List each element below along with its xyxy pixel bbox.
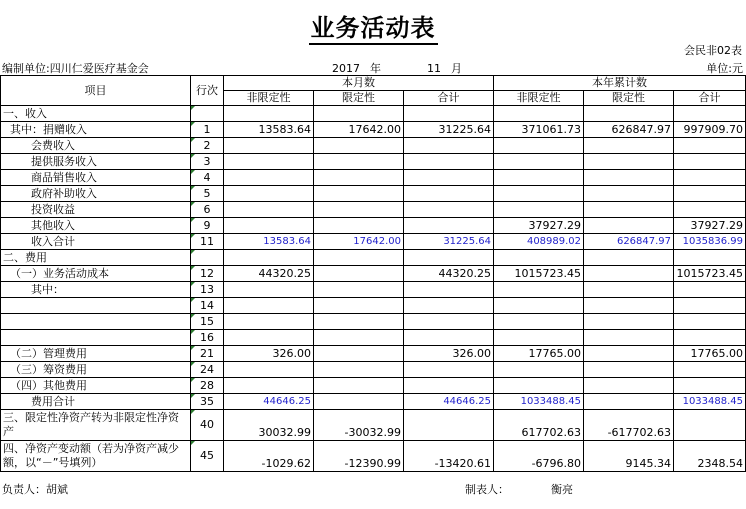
value-cell [314, 202, 404, 218]
value-cell [674, 154, 746, 170]
value-cell [314, 250, 404, 266]
report-title-wrap [0, 8, 746, 43]
year-label: 年 [370, 62, 381, 75]
value-cell [494, 170, 584, 186]
value-cell [584, 266, 674, 282]
value-cell: 17765.00 [674, 346, 746, 362]
value-cell [674, 314, 746, 330]
value-cell: -6796.80 [494, 441, 584, 472]
value-cell [224, 314, 314, 330]
value-cell [494, 282, 584, 298]
value-cell: -30032.99 [314, 410, 404, 441]
value-cell [494, 202, 584, 218]
value-cell [584, 202, 674, 218]
header-month-unrestricted: 非限定性 [224, 91, 314, 106]
table-row [1, 170, 746, 186]
value-cell [584, 346, 674, 362]
header-month-total: 合计 [404, 91, 494, 106]
value-cell: 997909.70 [674, 122, 746, 138]
value-cell [224, 186, 314, 202]
table-row [1, 346, 746, 362]
table-row [1, 138, 746, 154]
value-cell [404, 314, 494, 330]
value-cell [674, 378, 746, 394]
value-cell [314, 314, 404, 330]
value-cell [314, 266, 404, 282]
header-ytd-total: 合计 [674, 91, 746, 106]
value-cell [314, 346, 404, 362]
value-cell: 408989.02 [494, 234, 584, 250]
row-line-number: 6 [191, 202, 224, 218]
value-cell [494, 298, 584, 314]
value-cell [494, 106, 584, 122]
value-cell: 1015723.45 [674, 266, 746, 282]
row-line-number: 4 [191, 170, 224, 186]
row-line-number: 9 [191, 218, 224, 234]
value-cell [584, 218, 674, 234]
header-ytd: 本年累计数 [494, 76, 746, 91]
value-cell [224, 138, 314, 154]
table-row [1, 266, 746, 282]
value-cell [404, 330, 494, 346]
header-month-restricted: 限定性 [314, 91, 404, 106]
value-cell [404, 186, 494, 202]
table-row [1, 298, 746, 314]
value-cell [404, 138, 494, 154]
preparer-label: 制表人： [465, 483, 509, 496]
row-label: 三、限定性净资产转为非限定性净资产 [1, 410, 191, 441]
value-cell [224, 106, 314, 122]
value-cell [674, 330, 746, 346]
value-cell [674, 362, 746, 378]
table-row [1, 362, 746, 378]
activity-table [0, 75, 746, 472]
table-row [1, 378, 746, 394]
value-cell: 44320.25 [404, 266, 494, 282]
value-cell [674, 106, 746, 122]
row-label: 一、收入 [1, 106, 191, 122]
row-line-number: 1 [191, 122, 224, 138]
value-cell: 1033488.45 [674, 394, 746, 410]
currency-unit: 单位:元 [706, 62, 743, 75]
table-row [1, 250, 746, 266]
value-cell [674, 170, 746, 186]
row-line-number [191, 250, 224, 266]
header-row-1 [1, 76, 746, 91]
value-cell [314, 154, 404, 170]
value-cell: 1035836.99 [674, 234, 746, 250]
value-cell: 1015723.45 [494, 266, 584, 282]
value-cell: 1033488.45 [494, 394, 584, 410]
table-row [1, 282, 746, 298]
value-cell: -13420.61 [404, 441, 494, 472]
value-cell [224, 298, 314, 314]
row-label: 费用合计 [1, 394, 191, 410]
value-cell [584, 154, 674, 170]
row-line-number: 35 [191, 394, 224, 410]
table-body [1, 106, 746, 472]
value-cell [494, 314, 584, 330]
value-cell [584, 282, 674, 298]
value-cell [494, 330, 584, 346]
row-label: （二）管理费用 [1, 346, 191, 362]
value-cell [404, 170, 494, 186]
value-cell [314, 138, 404, 154]
value-cell [674, 410, 746, 441]
value-cell [584, 170, 674, 186]
value-cell [494, 362, 584, 378]
value-cell [314, 378, 404, 394]
row-label [1, 298, 191, 314]
value-cell [494, 154, 584, 170]
value-cell [404, 202, 494, 218]
value-cell [674, 138, 746, 154]
value-cell: 617702.63 [494, 410, 584, 441]
value-cell [314, 186, 404, 202]
value-cell: 44646.25 [404, 394, 494, 410]
value-cell [674, 202, 746, 218]
value-cell [584, 250, 674, 266]
table-row [1, 410, 746, 441]
value-cell: 44646.25 [224, 394, 314, 410]
form-number: 会民非02表 [684, 44, 742, 57]
table-row [1, 106, 746, 122]
row-line-number: 14 [191, 298, 224, 314]
row-line-number: 45 [191, 441, 224, 472]
value-cell [584, 330, 674, 346]
value-cell [584, 394, 674, 410]
row-label: 政府补助收入 [1, 186, 191, 202]
value-cell: 17765.00 [494, 346, 584, 362]
value-cell [314, 218, 404, 234]
row-line-number: 3 [191, 154, 224, 170]
row-label [1, 330, 191, 346]
value-cell [224, 218, 314, 234]
value-cell [314, 362, 404, 378]
row-line-number: 15 [191, 314, 224, 330]
table-row [1, 314, 746, 330]
row-line-number: 5 [191, 186, 224, 202]
row-line-number: 11 [191, 234, 224, 250]
preparer-name: 衡亮 [551, 483, 573, 496]
row-line-number [191, 106, 224, 122]
value-cell [674, 250, 746, 266]
table-row [1, 154, 746, 170]
row-line-number: 16 [191, 330, 224, 346]
value-cell [314, 282, 404, 298]
value-cell [494, 186, 584, 202]
table-row [1, 330, 746, 346]
report-month: 11 [427, 62, 441, 75]
value-cell: 37927.29 [494, 218, 584, 234]
month-label: 月 [451, 62, 462, 75]
row-line-number: 40 [191, 410, 224, 441]
value-cell [224, 202, 314, 218]
header-current-month: 本月数 [224, 76, 494, 91]
row-line-number: 12 [191, 266, 224, 282]
value-cell [584, 138, 674, 154]
value-cell [224, 250, 314, 266]
value-cell: -1029.62 [224, 441, 314, 472]
row-label: （一）业务活动成本 [1, 266, 191, 282]
row-label: （三）筹资费用 [1, 362, 191, 378]
value-cell [674, 298, 746, 314]
value-cell: 17642.00 [314, 234, 404, 250]
row-label: 提供服务收入 [1, 154, 191, 170]
value-cell [404, 298, 494, 314]
value-cell [584, 106, 674, 122]
value-cell [404, 154, 494, 170]
value-cell [404, 410, 494, 441]
value-cell: 371061.73 [494, 122, 584, 138]
value-cell [404, 250, 494, 266]
row-label [1, 314, 191, 330]
value-cell: 326.00 [224, 346, 314, 362]
row-label: 其他收入 [1, 218, 191, 234]
row-label: 收入合计 [1, 234, 191, 250]
value-cell [224, 330, 314, 346]
value-cell [404, 106, 494, 122]
report-title: 业务活动表 [309, 13, 438, 45]
row-line-number: 21 [191, 346, 224, 362]
table-row [1, 122, 746, 138]
value-cell: -617702.63 [584, 410, 674, 441]
value-cell: 30032.99 [224, 410, 314, 441]
value-cell: 31225.64 [404, 122, 494, 138]
row-line-number: 2 [191, 138, 224, 154]
value-cell: 13583.64 [224, 234, 314, 250]
value-cell [404, 282, 494, 298]
header-ytd-restricted: 限定性 [584, 91, 674, 106]
report-year: 2017 [332, 62, 360, 75]
value-cell [224, 362, 314, 378]
value-cell [584, 378, 674, 394]
value-cell [404, 378, 494, 394]
row-label: 投资收益 [1, 202, 191, 218]
table-row [1, 234, 746, 250]
header-item: 项目 [1, 76, 191, 106]
row-label: 其中：捐赠收入 [1, 122, 191, 138]
table-row [1, 441, 746, 472]
value-cell [584, 314, 674, 330]
value-cell [494, 250, 584, 266]
value-cell [224, 154, 314, 170]
row-label: 商品销售收入 [1, 170, 191, 186]
row-line-number: 24 [191, 362, 224, 378]
row-line-number: 28 [191, 378, 224, 394]
value-cell [494, 378, 584, 394]
value-cell: 37927.29 [674, 218, 746, 234]
value-cell: 326.00 [404, 346, 494, 362]
value-cell [404, 362, 494, 378]
value-cell [584, 298, 674, 314]
row-label: 会费收入 [1, 138, 191, 154]
row-label: 四、净资产变动额（若为净资产减少额，以“－”号填列） [1, 441, 191, 472]
value-cell [224, 378, 314, 394]
table-row [1, 394, 746, 410]
row-label: （四）其他费用 [1, 378, 191, 394]
header-line: 行次 [191, 76, 224, 106]
value-cell: 9145.34 [584, 441, 674, 472]
organization-label: 编制单位:四川仁爱医疗基金会 [2, 62, 149, 75]
value-cell: 44320.25 [224, 266, 314, 282]
value-cell: 2348.54 [674, 441, 746, 472]
header-ytd-unrestricted: 非限定性 [494, 91, 584, 106]
table-row [1, 218, 746, 234]
value-cell [674, 282, 746, 298]
row-label: 二、费用 [1, 250, 191, 266]
value-cell: 17642.00 [314, 122, 404, 138]
value-cell: -12390.99 [314, 441, 404, 472]
responsible-person: 负责人：胡斌 [2, 483, 68, 496]
value-cell [314, 170, 404, 186]
row-line-number: 13 [191, 282, 224, 298]
value-cell: 13583.64 [224, 122, 314, 138]
value-cell: 626847.97 [584, 122, 674, 138]
value-cell [404, 218, 494, 234]
value-cell [314, 106, 404, 122]
row-label: 其中： [1, 282, 191, 298]
value-cell: 31225.64 [404, 234, 494, 250]
value-cell [314, 298, 404, 314]
value-cell [584, 362, 674, 378]
value-cell [494, 138, 584, 154]
value-cell [314, 394, 404, 410]
value-cell [224, 170, 314, 186]
table-row [1, 202, 746, 218]
value-cell: 626847.97 [584, 234, 674, 250]
value-cell [674, 186, 746, 202]
table-row [1, 186, 746, 202]
value-cell [314, 330, 404, 346]
value-cell [224, 282, 314, 298]
value-cell [584, 186, 674, 202]
